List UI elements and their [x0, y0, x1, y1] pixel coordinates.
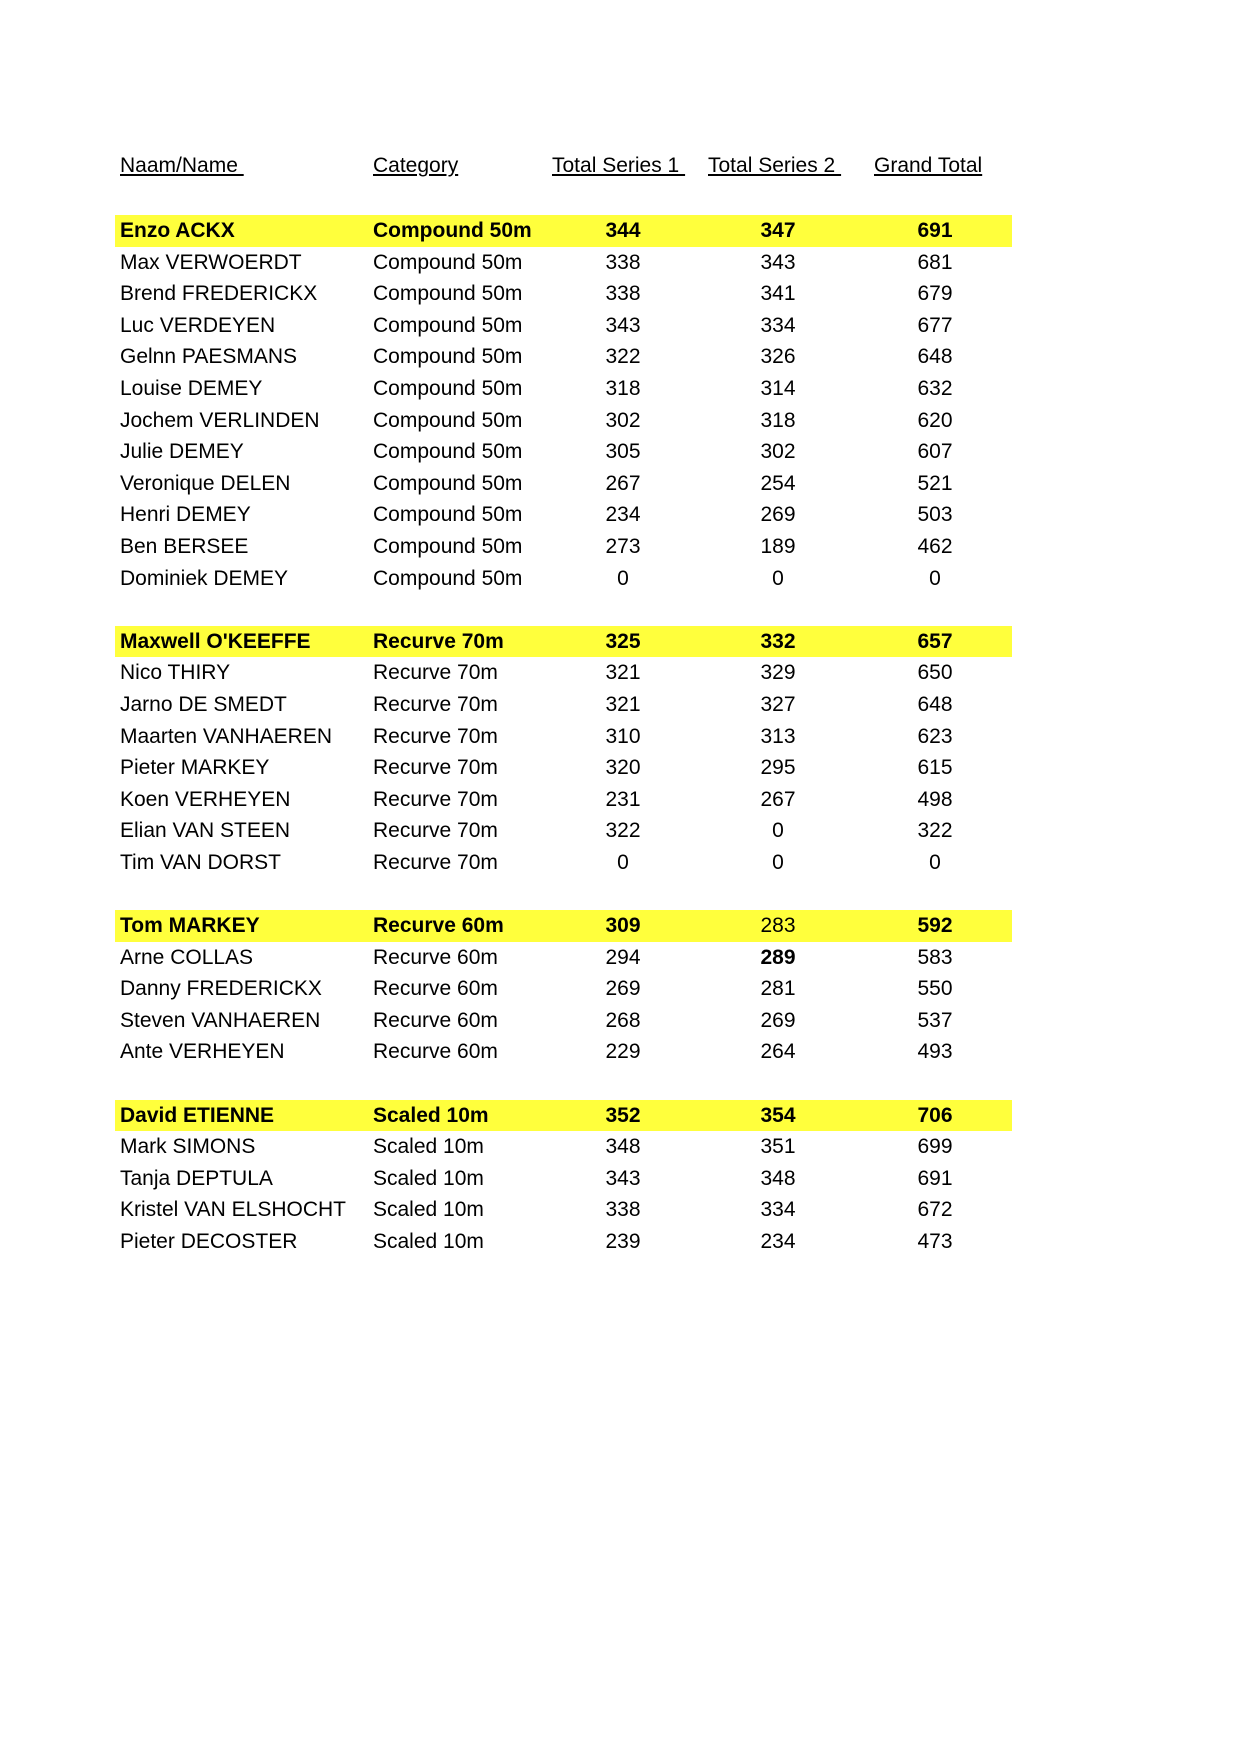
- table-row: [115, 468, 1012, 500]
- table-row: [115, 1194, 1012, 1226]
- table-row: [115, 341, 1012, 373]
- name-cell: Jochem VERLINDEN: [120, 408, 320, 432]
- series-2-cell: 318: [760, 408, 796, 432]
- category-winner-row: [115, 626, 1012, 658]
- category-winner-row: [115, 215, 1012, 247]
- column-header-category: Category: [373, 154, 459, 177]
- name-cell: Pieter MARKEY: [120, 756, 270, 780]
- category-cell: Compound 50m: [373, 345, 523, 369]
- category-cell: Compound 50m: [373, 313, 523, 337]
- category-cell: Compound 50m: [373, 534, 523, 558]
- category-cell: Recurve 70m: [373, 819, 498, 843]
- table-row: [115, 405, 1012, 437]
- name-cell: Tanja DEPTULA: [120, 1166, 273, 1190]
- name-cell: Jarno DE SMEDT: [120, 692, 287, 716]
- category-winner-row: [115, 1100, 1012, 1132]
- grand-total-cell: 498: [917, 787, 953, 811]
- name-cell: Ben BERSEE: [120, 534, 249, 558]
- category-cell: Scaled 10m: [373, 1198, 484, 1222]
- series-2-cell: 269: [760, 1008, 796, 1032]
- category-cell: Recurve 70m: [373, 850, 498, 874]
- category-cell: Recurve 70m: [373, 661, 498, 685]
- series-1-cell: 338: [605, 1198, 641, 1222]
- name-cell: Steven VANHAEREN: [120, 1008, 321, 1032]
- series-2-cell: 254: [760, 471, 796, 495]
- series-2-cell: 334: [760, 1198, 796, 1222]
- name-cell: Mark SIMONS: [120, 1135, 256, 1159]
- grand-total-cell: 672: [917, 1198, 953, 1222]
- name-cell: Kristel VAN ELSHOCHT: [120, 1198, 346, 1222]
- name-cell: Max VERWOERDT: [120, 250, 302, 274]
- category-cell: Compound 50m: [373, 250, 523, 274]
- name-cell: Tim VAN DORST: [120, 850, 281, 874]
- table-row: [115, 373, 1012, 405]
- category-cell: Recurve 70m: [373, 756, 498, 780]
- grand-total-cell: 691: [917, 219, 953, 242]
- series-2-cell: 302: [760, 440, 796, 464]
- name-cell: Julie DEMEY: [120, 440, 244, 464]
- grand-total-cell: 679: [917, 282, 953, 306]
- name-cell: Henri DEMEY: [120, 503, 251, 527]
- name-cell: Koen VERHEYEN: [120, 787, 291, 811]
- category-winner-row: [115, 910, 1012, 942]
- grand-total-cell: 657: [917, 629, 953, 653]
- column-header-name: Naam/Name: [120, 154, 244, 177]
- category-cell: Recurve 70m: [373, 629, 504, 653]
- category-cell: Compound 50m: [373, 566, 523, 590]
- name-cell: Luc VERDEYEN: [120, 313, 276, 337]
- series-2-cell: 0: [772, 566, 784, 590]
- grand-total-cell: 620: [917, 408, 953, 432]
- table-row: [115, 689, 1012, 721]
- category-cell: Recurve 70m: [373, 692, 498, 716]
- name-cell: Danny FREDERICKX: [120, 977, 322, 1001]
- series-2-cell: 234: [760, 1230, 796, 1253]
- category-cell: Scaled 10m: [373, 1103, 489, 1127]
- series-1-cell: 268: [605, 1008, 641, 1032]
- category-cell: Scaled 10m: [373, 1135, 484, 1159]
- table-row: [115, 1036, 1012, 1068]
- table-row: [115, 1226, 1012, 1258]
- series-1-cell: 269: [605, 977, 641, 1001]
- category-cell: Recurve 60m: [373, 1040, 498, 1064]
- series-2-cell: 348: [760, 1166, 796, 1190]
- grand-total-cell: 650: [917, 661, 953, 685]
- series-2-cell: 334: [760, 313, 796, 337]
- table-row: [115, 657, 1012, 689]
- results-table: [115, 215, 1012, 1258]
- series-1-cell: 267: [605, 471, 641, 495]
- series-2-cell: 289: [760, 945, 796, 969]
- series-1-cell: 338: [605, 282, 641, 306]
- name-cell: Maxwell O'KEEFFE: [120, 629, 311, 653]
- table-row: [115, 436, 1012, 468]
- grand-total-cell: 632: [917, 376, 953, 400]
- category-cell: Compound 50m: [373, 376, 523, 400]
- category-cell: Scaled 10m: [373, 1166, 484, 1190]
- table-row: [115, 752, 1012, 784]
- grand-total-cell: 691: [917, 1166, 953, 1190]
- table-row: [115, 721, 1012, 753]
- series-2-cell: 341: [760, 282, 796, 306]
- series-1-cell: 302: [605, 408, 641, 432]
- table-row: [115, 1163, 1012, 1195]
- series-1-cell: 309: [605, 914, 641, 938]
- series-2-cell: 332: [760, 629, 796, 653]
- table-row: [115, 815, 1012, 847]
- grand-total-cell: 677: [917, 313, 953, 337]
- name-cell: Arne COLLAS: [120, 945, 254, 969]
- series-2-cell: 264: [760, 1040, 796, 1064]
- name-cell: Elian VAN STEEN: [120, 819, 290, 843]
- series-2-cell: 343: [760, 250, 796, 274]
- name-cell: David ETIENNE: [120, 1103, 275, 1127]
- grand-total-cell: 462: [917, 534, 953, 558]
- name-cell: Enzo ACKX: [120, 219, 235, 242]
- series-2-cell: 326: [760, 345, 796, 369]
- category-cell: Compound 50m: [373, 408, 523, 432]
- category-cell: Recurve 60m: [373, 1008, 498, 1032]
- table-row: [115, 1131, 1012, 1163]
- category-cell: Compound 50m: [373, 219, 532, 242]
- section-spacer: [115, 1068, 1012, 1100]
- series-1-cell: 320: [605, 756, 641, 780]
- series-1-cell: 310: [605, 724, 641, 748]
- table-row: [115, 499, 1012, 531]
- name-cell: Pieter DECOSTER: [120, 1230, 298, 1253]
- column-header-total-series-2: Total Series 2: [708, 154, 842, 177]
- series-1-cell: 343: [605, 313, 641, 337]
- name-cell: Gelnn PAESMANS: [120, 345, 298, 369]
- series-1-cell: 305: [605, 440, 641, 464]
- table-row: [115, 531, 1012, 563]
- category-cell: Recurve 60m: [373, 914, 504, 938]
- series-1-cell: 273: [605, 534, 641, 558]
- grand-total-cell: 537: [917, 1008, 953, 1032]
- grand-total-cell: 493: [917, 1040, 953, 1064]
- series-2-cell: 0: [772, 850, 784, 874]
- table-row: [115, 1005, 1012, 1037]
- series-1-cell: 321: [605, 692, 641, 716]
- name-cell: Maarten VANHAEREN: [120, 724, 333, 748]
- name-cell: Nico THIRY: [120, 661, 231, 685]
- column-header-grand-total: Grand Total: [874, 154, 983, 177]
- series-1-cell: 321: [605, 661, 641, 685]
- category-cell: Compound 50m: [373, 440, 523, 464]
- series-1-cell: 352: [605, 1103, 641, 1127]
- series-1-cell: 239: [605, 1230, 641, 1253]
- category-cell: Recurve 70m: [373, 787, 498, 811]
- series-1-cell: 234: [605, 503, 641, 527]
- grand-total-cell: 607: [917, 440, 953, 464]
- series-2-cell: 295: [760, 756, 796, 780]
- series-1-cell: 318: [605, 376, 641, 400]
- series-1-cell: 343: [605, 1166, 641, 1190]
- table-row: [115, 847, 1012, 879]
- series-1-cell: 325: [605, 629, 641, 653]
- series-2-cell: 283: [760, 914, 796, 938]
- grand-total-cell: 0: [929, 566, 941, 590]
- grand-total-cell: 648: [917, 692, 953, 716]
- table-row: [115, 784, 1012, 816]
- grand-total-cell: 0: [929, 850, 941, 874]
- series-2-cell: 347: [760, 219, 796, 242]
- grand-total-cell: 681: [917, 250, 953, 274]
- series-1-cell: 338: [605, 250, 641, 274]
- table-row: [115, 247, 1012, 279]
- category-cell: Compound 50m: [373, 471, 523, 495]
- grand-total-cell: 699: [917, 1135, 953, 1159]
- grand-total-cell: 592: [917, 914, 953, 938]
- series-1-cell: 294: [605, 945, 641, 969]
- table-row: [115, 310, 1012, 342]
- series-2-cell: 0: [772, 819, 784, 843]
- series-2-cell: 313: [760, 724, 796, 748]
- series-1-cell: 322: [605, 345, 641, 369]
- category-cell: Recurve 70m: [373, 724, 498, 748]
- series-1-cell: 344: [605, 219, 641, 242]
- series-2-cell: 327: [760, 692, 796, 716]
- table-row: [115, 973, 1012, 1005]
- grand-total-cell: 521: [917, 471, 953, 495]
- series-2-cell: 354: [760, 1103, 796, 1127]
- name-cell: Dominiek DEMEY: [120, 566, 289, 590]
- table-row: [115, 563, 1012, 595]
- series-2-cell: 269: [760, 503, 796, 527]
- series-2-cell: 281: [760, 977, 796, 1001]
- grand-total-cell: 550: [917, 977, 953, 1001]
- category-cell: Compound 50m: [373, 503, 523, 527]
- series-1-cell: 322: [605, 819, 641, 843]
- grand-total-cell: 473: [917, 1230, 953, 1253]
- category-cell: Recurve 60m: [373, 977, 498, 1001]
- grand-total-cell: 615: [917, 756, 953, 780]
- grand-total-cell: 623: [917, 724, 953, 748]
- category-cell: Compound 50m: [373, 282, 523, 306]
- section-spacer: [115, 878, 1012, 910]
- series-1-cell: 231: [605, 787, 641, 811]
- grand-total-cell: 322: [917, 819, 953, 843]
- grand-total-cell: 648: [917, 345, 953, 369]
- series-2-cell: 267: [760, 787, 796, 811]
- table-row: [115, 278, 1012, 310]
- series-1-cell: 348: [605, 1135, 641, 1159]
- name-cell: Brend FREDERICKX: [120, 282, 318, 306]
- name-cell: Ante VERHEYEN: [120, 1040, 285, 1064]
- grand-total-cell: 706: [917, 1103, 953, 1127]
- series-2-cell: 189: [760, 534, 796, 558]
- name-cell: Tom MARKEY: [120, 914, 260, 938]
- series-2-cell: 314: [760, 376, 796, 400]
- grand-total-cell: 503: [917, 503, 953, 527]
- series-1-cell: 0: [617, 566, 629, 590]
- series-1-cell: 229: [605, 1040, 641, 1064]
- series-2-cell: 329: [760, 661, 796, 685]
- category-cell: Recurve 60m: [373, 945, 498, 969]
- name-cell: Louise DEMEY: [120, 376, 263, 400]
- category-cell: Scaled 10m: [373, 1230, 484, 1253]
- series-2-cell: 351: [760, 1135, 796, 1159]
- name-cell: Veronique DELEN: [120, 471, 291, 495]
- grand-total-cell: 583: [917, 945, 953, 969]
- column-header-total-series-1: Total Series 1: [552, 154, 686, 177]
- table-row: [115, 942, 1012, 974]
- series-1-cell: 0: [617, 850, 629, 874]
- section-spacer: [115, 594, 1012, 626]
